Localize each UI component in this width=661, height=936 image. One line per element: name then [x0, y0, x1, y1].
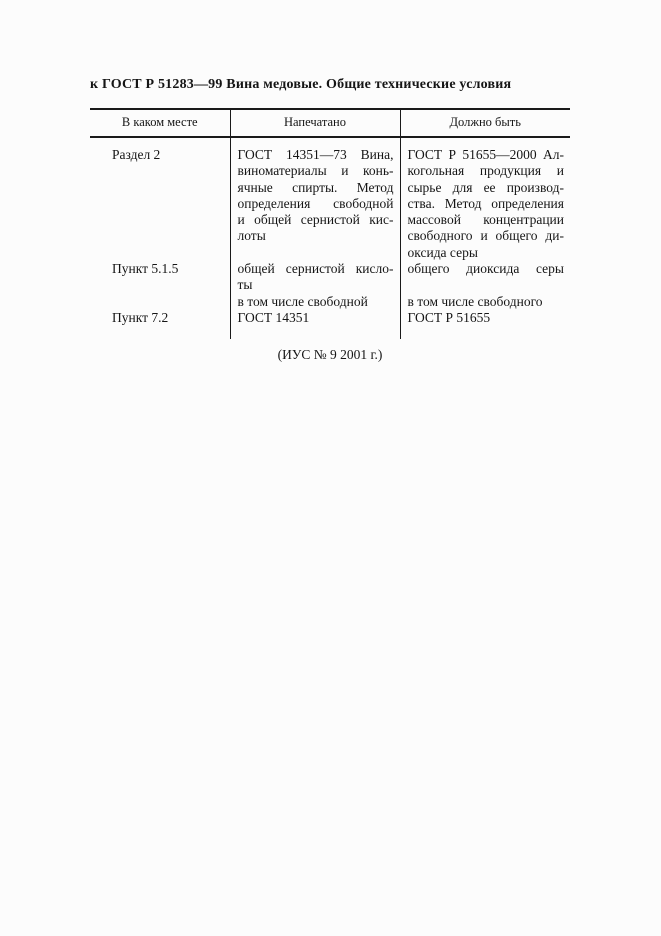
cell-should-be — [400, 310, 570, 339]
errata-table — [90, 108, 570, 339]
text-line: сырье для ее производ- — [407, 179, 564, 195]
text-line: ГОСТ Р 51655 — [407, 309, 491, 325]
text-line: определения свободной — [237, 195, 394, 211]
text-line: ГОСТ 14351—73 Вина, — [237, 147, 394, 162]
text-line: виноматериалы и конь- — [237, 163, 394, 179]
text-line: ГОСТ 14351 — [237, 309, 310, 325]
cell-should-be — [400, 261, 570, 310]
text-line: свободного и общего ди- — [407, 228, 564, 244]
table-row — [90, 261, 570, 310]
cell-printed — [230, 310, 400, 339]
cell-printed — [230, 137, 400, 261]
text-line: и общей сернистой кис- — [237, 212, 394, 228]
text-line: общей сернистой кисло- — [237, 261, 394, 277]
cell-should-be — [400, 137, 570, 261]
text-line: массовой концентрации — [407, 212, 564, 228]
text-line: оксида серы — [407, 244, 478, 260]
text-line: в том числе свободной — [237, 293, 368, 309]
text-line: когольная продукция и — [407, 163, 564, 179]
text-line: ства. Метод определения — [407, 195, 564, 211]
document-title: к ГОСТ Р 51283—99 Вина медовые. Общие технические условия — [90, 77, 512, 92]
table-row — [90, 137, 570, 261]
text-line: Раздел 2 — [112, 147, 161, 162]
text-line: лоты — [237, 228, 266, 244]
col-header-printed: Напечатано — [230, 109, 400, 137]
text-line: ты — [237, 277, 253, 293]
text-line: в том числе свободного — [407, 293, 543, 309]
cell-place — [90, 261, 230, 310]
text-line: ячные спирты. Метод — [237, 179, 394, 195]
text-line: Пункт 7.2 — [112, 309, 169, 325]
issue-note: (ИУС № 9 2001 г.) — [277, 347, 383, 362]
text-line: ГОСТ Р 51655—2000 Ал- — [407, 147, 564, 162]
col-header-should-be: Должно быть — [400, 109, 570, 137]
col-header-place: В каком месте — [90, 109, 230, 137]
cell-place — [90, 310, 230, 339]
text-line: Пункт 5.1.5 — [112, 261, 179, 277]
cell-place — [90, 137, 230, 261]
table-row — [90, 310, 570, 339]
text-line — [408, 277, 565, 293]
cell-printed — [230, 261, 400, 310]
text-line: общего диоксида серы — [407, 261, 564, 277]
table-header-row — [90, 109, 570, 137]
